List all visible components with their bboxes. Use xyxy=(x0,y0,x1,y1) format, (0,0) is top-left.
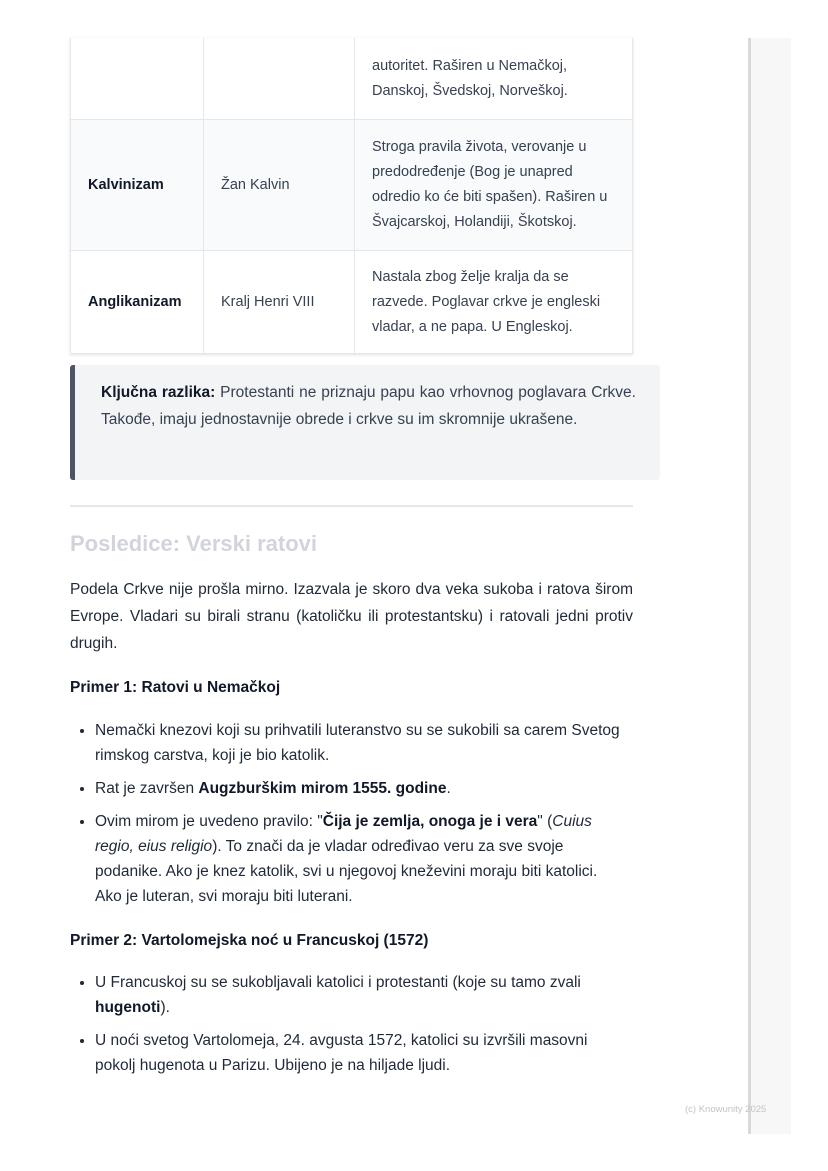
founder-cell xyxy=(204,38,355,120)
italic-text: Cuius regio, eius religio xyxy=(95,813,592,855)
description-cell: Stroga pravila života, verovanje u predodređenje (Bog je unapred odredio ko će biti spašen). Raširen u Švajcarskoj, Holandiji, Škotskoj. xyxy=(355,120,633,251)
text: U Francuskoj su se sukobljavali katolici i protestanti (koje su tamo zvali xyxy=(95,974,581,991)
bold-text: hugenoti xyxy=(95,999,161,1016)
founder-cell: Kralj Henri VIII xyxy=(204,251,355,354)
text: Rat je završen xyxy=(95,780,199,797)
example-2-title: Primer 2: Vartolomejska noć u Francuskoj (1572) xyxy=(70,932,429,949)
callout-text: Protestanti ne priznaju papu kao vrhovnog poglavara Crkve. Takođe, imaju jednostavnije obrede i crkve su im skromnije ukrašene. xyxy=(101,384,636,428)
list-item xyxy=(95,809,625,909)
example-2-list xyxy=(70,970,625,1086)
founder-cell: Žan Kalvin xyxy=(204,120,355,251)
table-row xyxy=(71,120,633,251)
section-intro: Podela Crkve nije prošla mirno. Izazvala je skoro dva veka sukoba i ratova širom Evrope. Vladari su birali stranu (katoličku ili protestantsku) i ratovali jedni protiv drugih. xyxy=(70,581,633,652)
table-row xyxy=(71,251,633,354)
section-title: Posledice: Verski ratovi xyxy=(70,531,318,556)
list-item xyxy=(95,776,625,801)
denomination-cell: Kalvinizam xyxy=(71,120,204,251)
key-difference-callout xyxy=(70,365,660,480)
text: ). xyxy=(160,999,170,1016)
text: ). To znači da je vladar određivao veru za sve svoje podanike. Ako je knez katolik, svi u njegovoj kneževini moraju biti katolici. Ako je luteran, svi moraju biti luterani. xyxy=(95,838,598,905)
example-1-list xyxy=(70,718,625,917)
denomination-cell xyxy=(71,38,204,120)
text: Ovim mirom je uvedeno pravilo: " xyxy=(95,813,323,830)
table-row xyxy=(71,38,633,120)
bold-text: Čija je zemlja, onoga je i vera xyxy=(322,813,538,830)
denominations-table xyxy=(70,38,633,354)
callout-label: Ključna razlika: xyxy=(101,384,216,401)
list-item xyxy=(95,970,625,1020)
divider xyxy=(70,505,633,507)
list-item: • Nemački knezovi koji su prihvatili luteranstvo su se sukobili sa carem Svetog rimskog carstva, koji je bio katolik. xyxy=(95,718,625,768)
denomination-cell: Anglikanizam xyxy=(71,251,204,354)
text: " ( xyxy=(537,813,553,830)
side-panel xyxy=(751,38,791,1134)
example-1-title: Primer 1: Ratovi u Nemačkoj xyxy=(70,679,281,696)
text: . xyxy=(446,780,451,797)
bold-text: Augzburškim mirom 1555. godine xyxy=(198,780,447,797)
description-cell: Nastala zbog želje kralja da se razvede. Poglavar crkve je engleski vladar, a ne papa. U Engleskoj. xyxy=(355,251,633,354)
description-cell: autoritet. Raširen u Nemačkoj, Danskoj, Švedskoj, Norveškoj. xyxy=(355,38,633,120)
scrollbar[interactable] xyxy=(748,38,751,1134)
list-item: • U noći svetog Vartolomeja, 24. avgusta 1572, katolici su izvršili masovni pokolj hugenota u Parizu. Ubijeno je na hiljade ljudi. xyxy=(95,1028,625,1078)
copyright-footer: (c) Knowunity 2025 xyxy=(685,1104,767,1115)
